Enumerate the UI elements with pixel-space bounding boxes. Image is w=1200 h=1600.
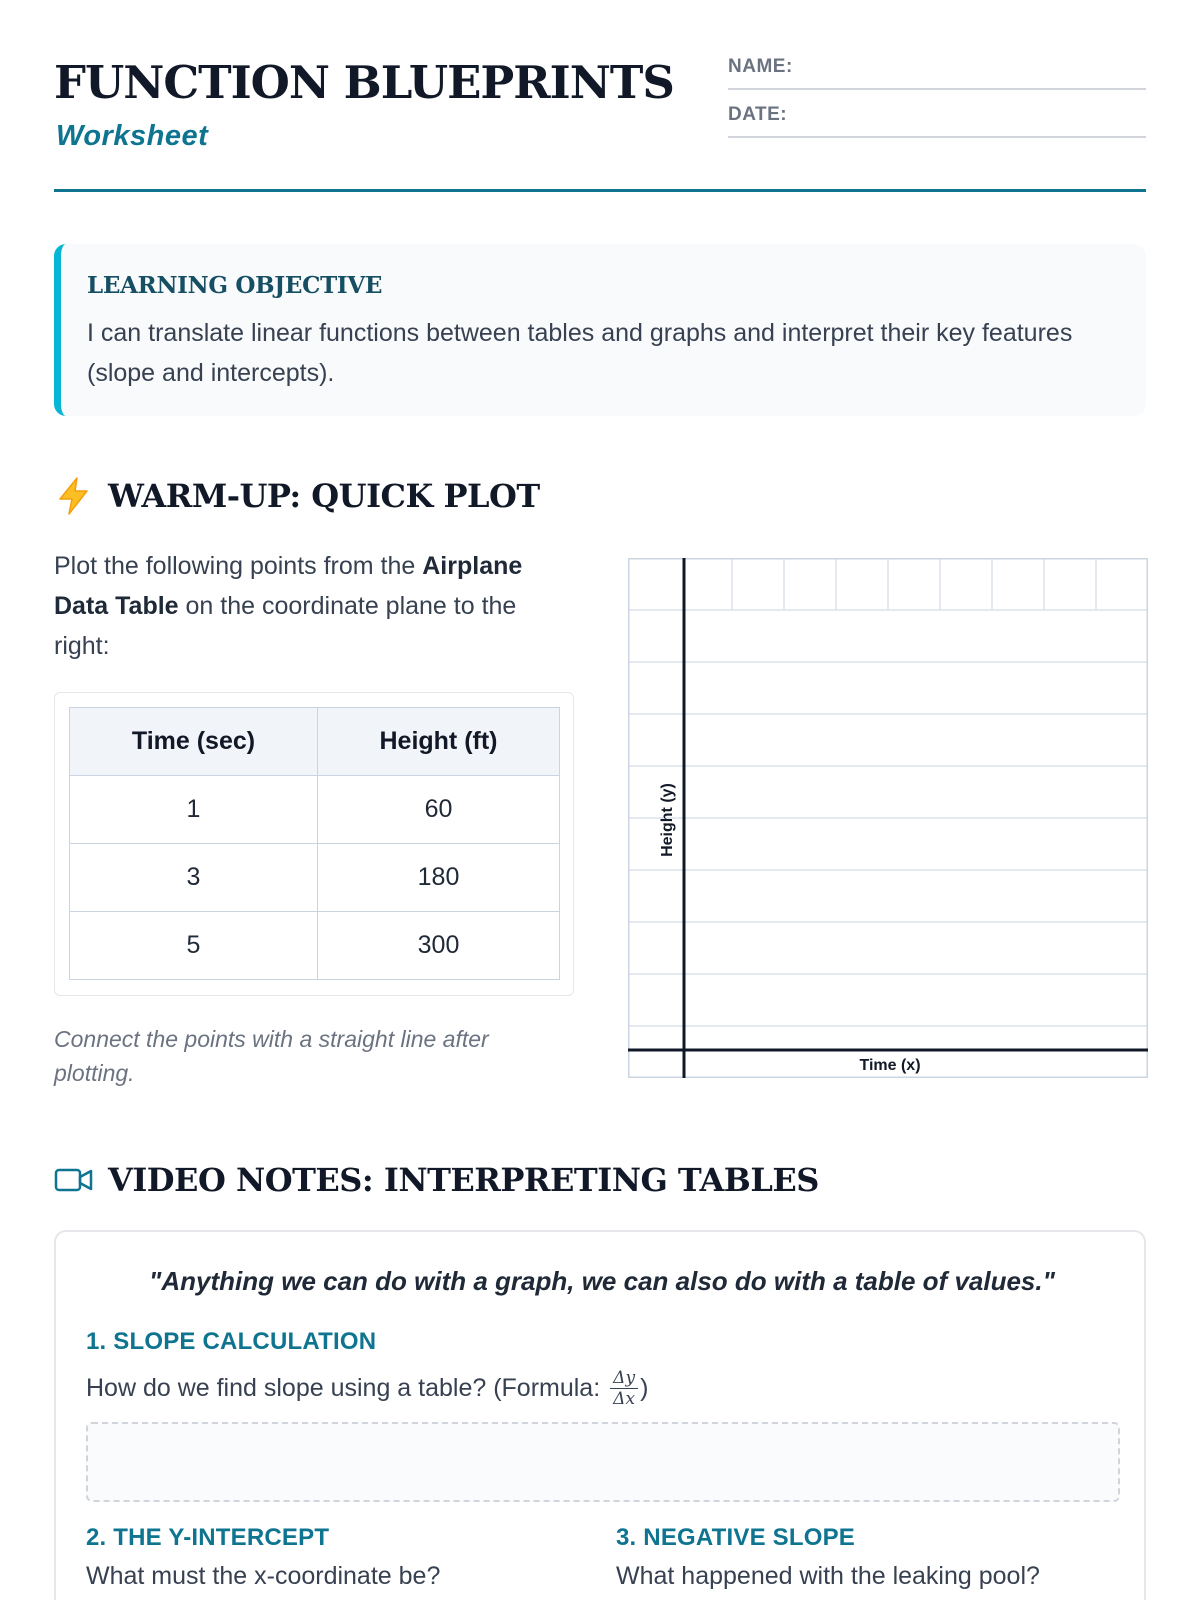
coordinate-grid[interactable] [628,558,1148,1078]
question-1-title: 1. SLOPE CALCULATION [86,1328,377,1355]
table-cell: 180 [318,844,560,912]
table-cell: 1 [70,776,318,844]
question-3-text: What happened with the leaking pool? [616,1562,1040,1590]
warmup-heading-text: WARM-UP: QUICK PLOT [108,477,540,515]
plotting-note: Connect the points with a straight line after plotting. [54,1026,489,1086]
name-field[interactable] [728,56,1146,90]
question-1-text [86,1368,648,1409]
question-3-title: 3. NEGATIVE SLOPE [616,1524,856,1551]
warmup-instructions [54,546,564,666]
x-axis-label: Time (x) [859,1057,921,1074]
video-notes-heading-text: VIDEO NOTES: INTERPRETING TABLES [108,1161,819,1199]
airplane-data-table [69,707,560,980]
table-header-row [70,708,560,776]
page-subtitle: Worksheet [56,120,209,152]
table-row [70,776,560,844]
fraction-denominator: Δx [613,1389,636,1409]
date-field[interactable] [728,104,1146,138]
slope-formula-fraction [610,1368,638,1409]
question-2-title: 2. THE Y-INTERCEPT [86,1524,330,1551]
question-1-prompt: How do we find slope using a table? (Formula: [86,1374,601,1402]
column-header: Height (ft) [318,708,560,776]
learning-objective-box [54,244,1146,416]
table-row [70,844,560,912]
worksheet-header [54,56,1146,192]
airplane-data-table-card [54,692,574,996]
objective-text: I can translate linear functions between tables and graphs and interpret their key features (slope and intercepts). [87,319,1073,387]
date-label: DATE: [728,104,788,125]
question-2-text: What must the x-coordinate be? [86,1562,441,1590]
intro-bold-text: Airplane Data Table [54,552,523,620]
table-cell: 5 [70,912,318,980]
video-camera-icon [54,1160,94,1200]
intro-text-end: on the coordinate plane to the right: [54,592,517,660]
video-quote: "Anything we can do with a graph, we can also do with a table of values." [149,1266,1055,1296]
table-row [70,912,560,980]
fraction-numerator: Δy [610,1368,638,1389]
question-1-close: ) [640,1374,649,1402]
objective-title: LEARNING OBJECTIVE [87,272,383,299]
lightning-bolt-icon [54,476,94,516]
slope-answer-box[interactable] [86,1422,1120,1502]
warmup-heading [54,474,540,518]
video-notes-card [54,1230,1146,1600]
page-title: FUNCTION BLUEPRINTS [54,56,674,109]
table-cell: 3 [70,844,318,912]
name-label: NAME: [728,56,793,77]
video-notes-heading [54,1158,819,1202]
table-cell: 60 [318,776,560,844]
y-axis-label: Height (y) [659,783,676,857]
intro-text-start: Plot the following points from the [54,552,423,580]
coordinate-plane[interactable] [628,558,1148,1078]
table-cell: 300 [318,912,560,980]
column-header: Time (sec) [70,708,318,776]
